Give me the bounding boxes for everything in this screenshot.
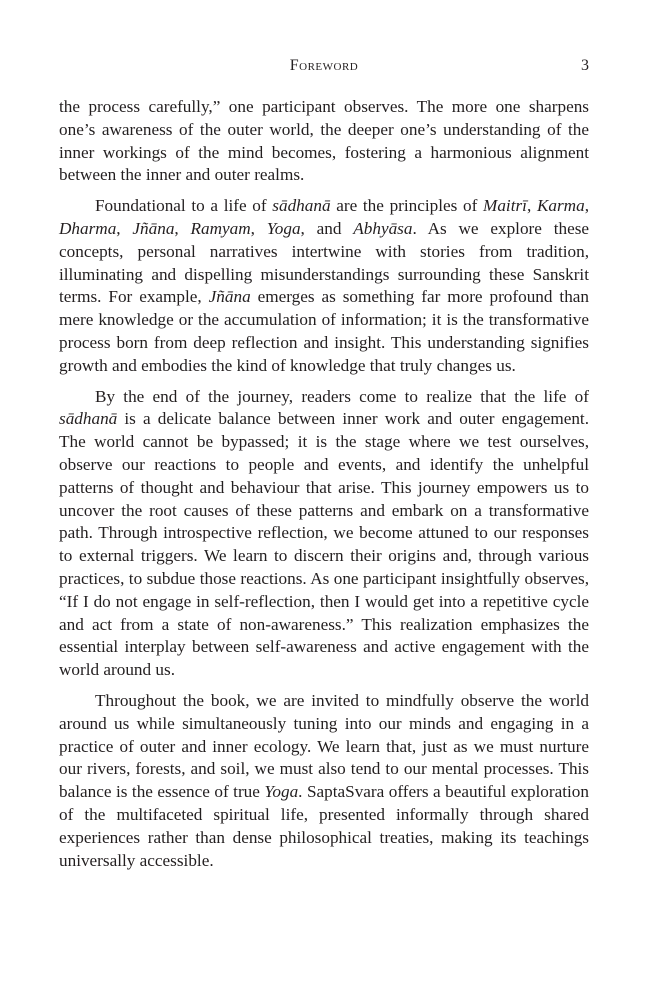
paragraph [59,96,589,187]
paragraph [59,195,589,377]
text-run: are the principles of [330,196,484,216]
chapter-title: Foreword [289,57,359,74]
body-text [59,96,589,880]
italic-term: sādhanā [59,409,118,429]
italic-term: Karma [536,196,585,216]
italic-term: Yoga [264,782,299,802]
italic-term: Maitrī [483,196,527,216]
italic-term: Ramyam [190,218,251,238]
paragraph [59,690,589,872]
text-run: , [250,218,267,238]
text-run: By the end of the journey, readers come to realize that the life of [95,386,589,406]
italic-term: Abhyāsa [353,218,413,238]
text-run: , [174,218,191,238]
text-run: , [116,218,133,238]
italic-term: Dharma [59,218,117,238]
paragraph [59,386,589,682]
text-run: , [584,196,589,216]
text-run: Throughout the book, we are invited to mindfully observe the world around us while simultaneously tuning into our minds and engaging in a practice of outer and inner ecology. We learn that, just as we must nurture our rivers, forests, and soil, we must also tend to our mental processes. This balance is the essence of true [59,690,589,802]
text-run: , [526,196,537,216]
text-run: Foundational to a life of [95,196,273,216]
text-run: is a delicate balance between inner work and outer engagement. The world cannot be bypassed; it is the stage where we test ourselves, observe our reactions to people and events, and identify the unhelpful patterns of thought and behaviour that arise. This journey empowers us to uncover the root causes of these patterns and embark on a transformative path. Through introspective reflection, we become attuned to our responses to external triggers. We learn to discern their origins and, through various practices, to subdue those reactions. As one participant insightfully observes, “If I do not engage in self-reflection, then I would get into a repetitive cycle and act from a state of non-awareness.” This realization emphasizes the essential interplay between self-awareness and active engagement with the world around us. [59,409,589,680]
text-run: , and [300,218,354,238]
text-run: the process carefully,” one participant observes. The more one sharpens one’s awareness of the outer world, the deeper one’s understanding of the inner workings of the mind becomes, fostering a harmonious alignment between the inner and outer realms. [59,97,589,185]
italic-term: Yoga [266,218,301,238]
text-run: . As we explore these concepts, personal narratives intertwine with stories from tradition, illuminating and dispelling misunderstandings surrounding these Sanskrit terms. For example, [59,218,590,307]
italic-term: Jñāna [208,287,251,307]
page-number: 3 [581,57,589,74]
running-head [59,57,589,83]
italic-term: sādhanā [272,196,331,216]
text-run: . SaptaSvara offers a beautiful exploration of the multifaceted spiritual life, presented informally through shared experiences rather than dense philosophical treaties, making its teachings universally accessible. [59,782,589,870]
text-run: emerges as something far more profound than mere knowledge or the accumulation of information; it is the transformative process born from deep reflection and insight. This understanding signifies growth and embodies the kind of knowledge that truly changes us. [59,287,590,375]
italic-term: Jñāna [132,218,175,238]
